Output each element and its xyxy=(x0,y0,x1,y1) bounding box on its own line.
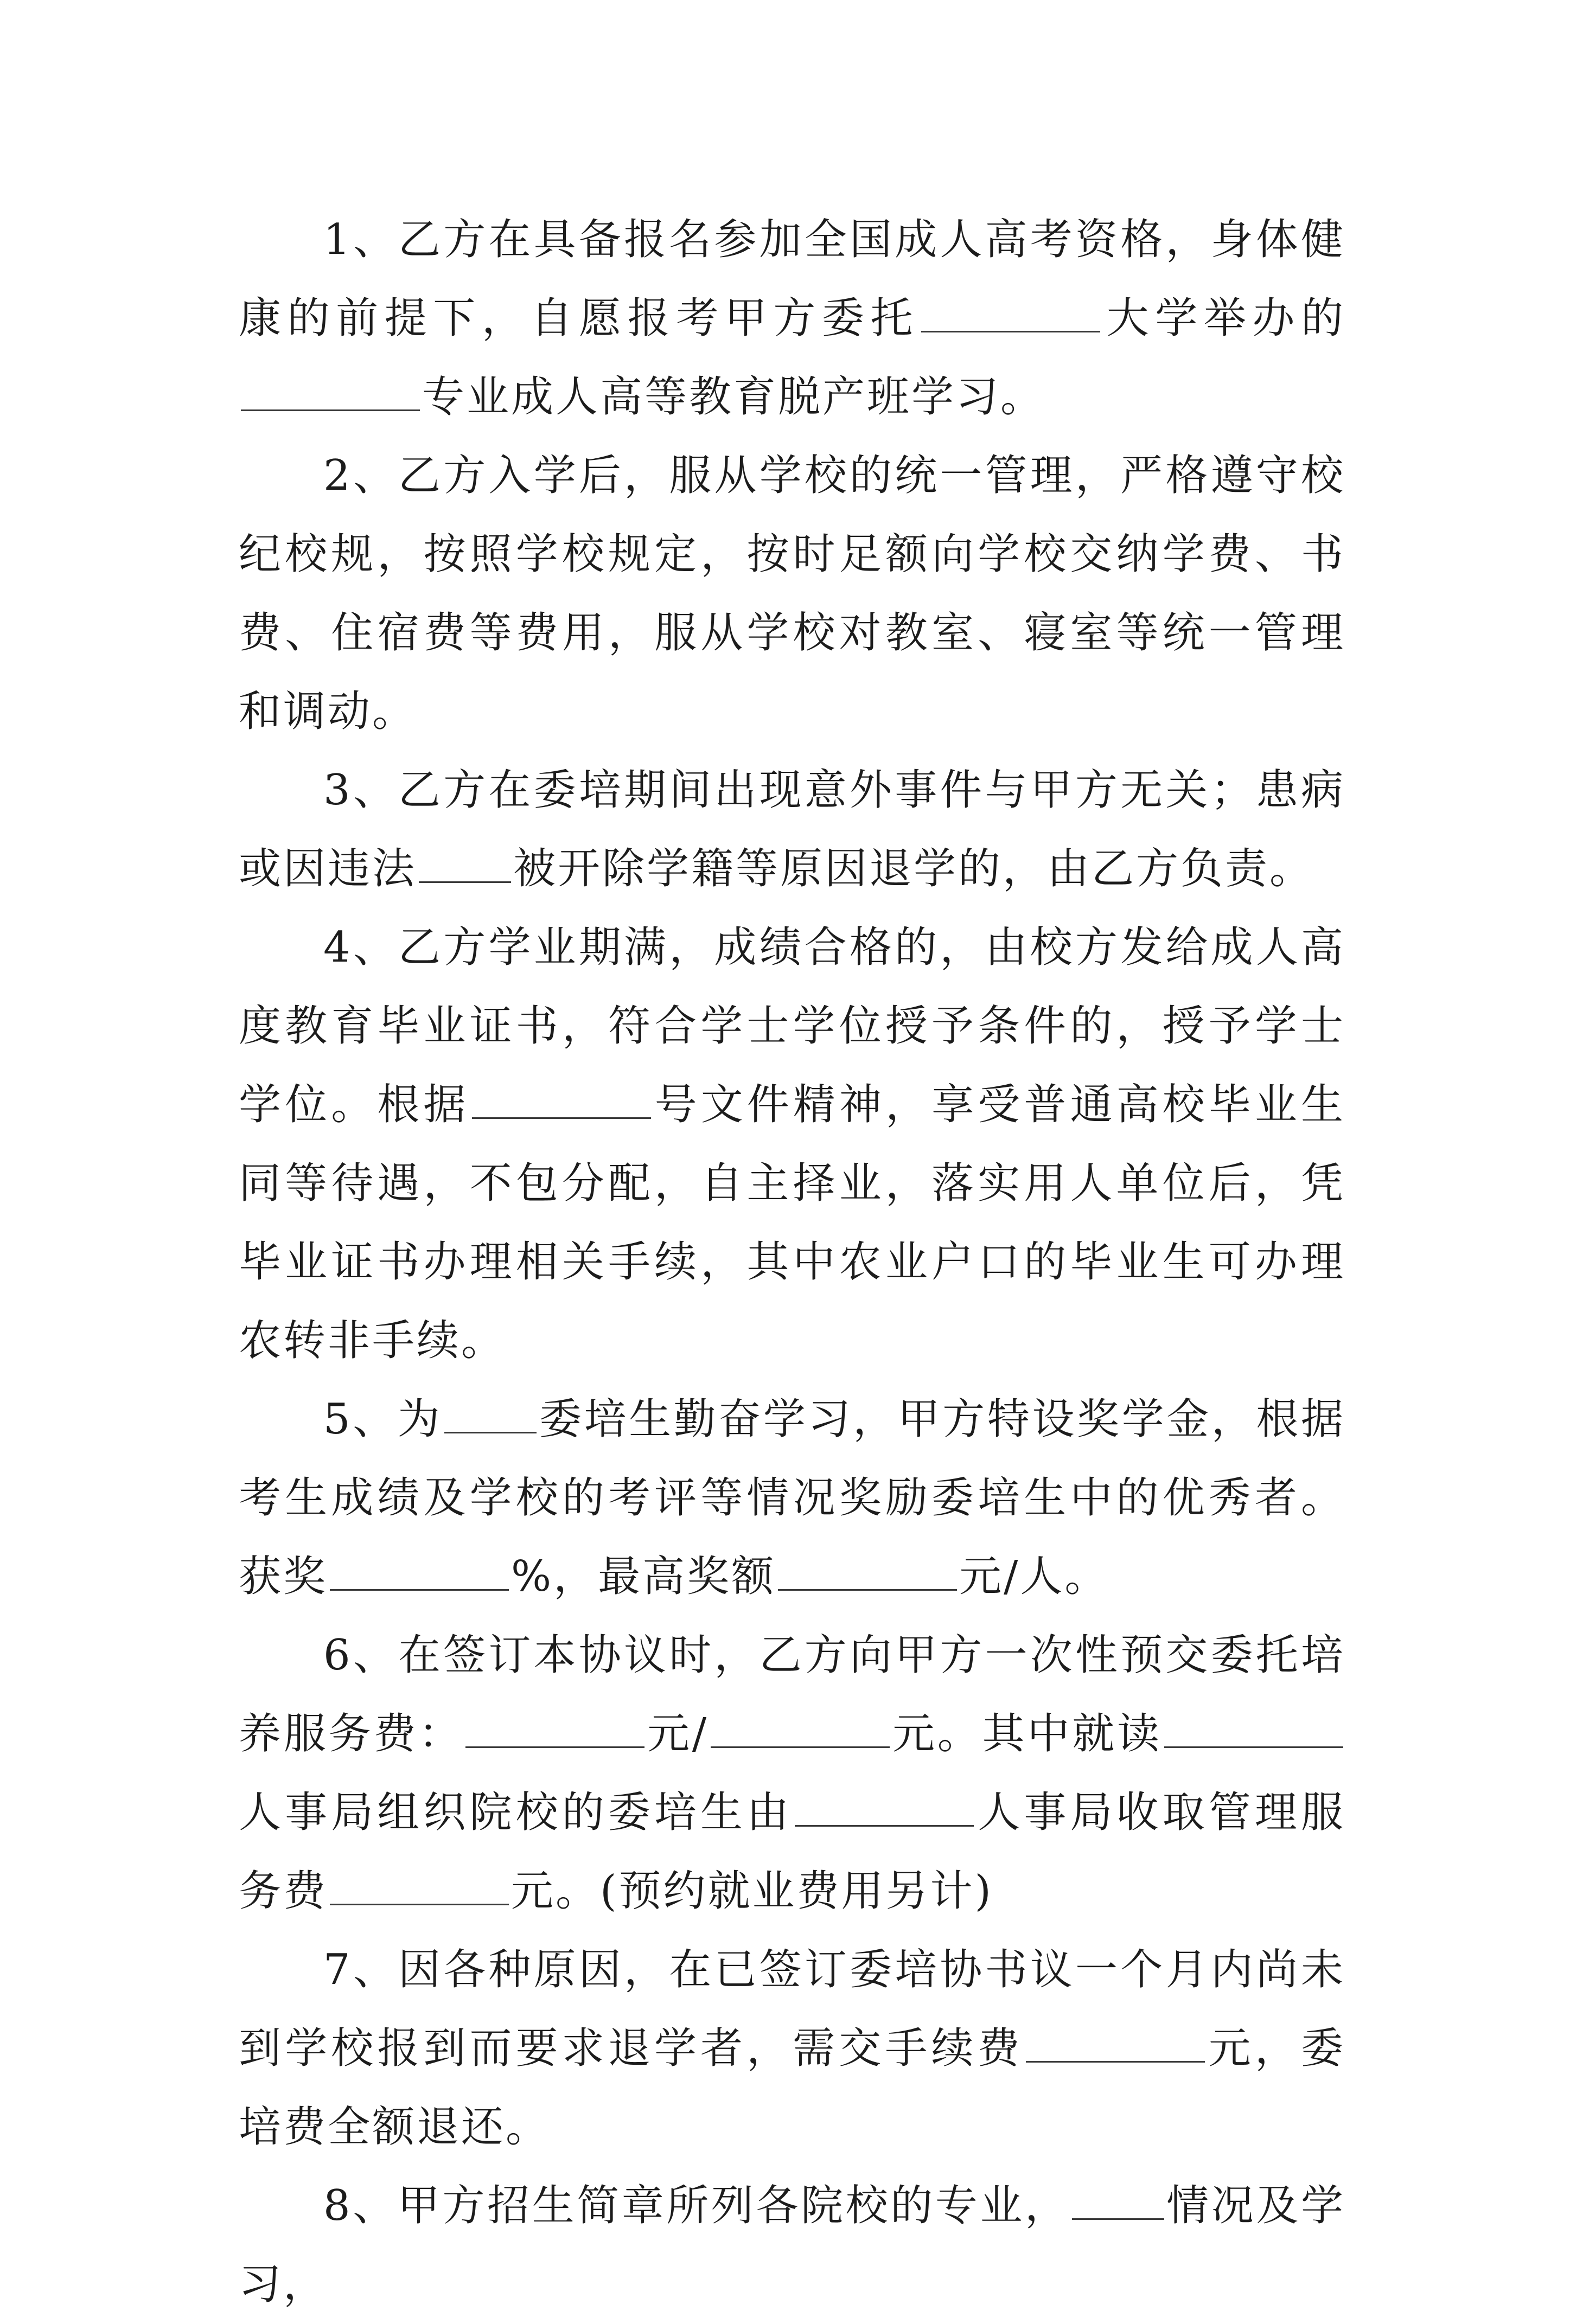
fill-in-blank[interactable] xyxy=(419,839,511,883)
clause-text: 元/ xyxy=(647,1710,709,1758)
clause-text: 4、乙方学业期满，成绩合格的，由校方发给成人高度教育毕业证书，符合学士学位授予条件的，授予学士学位。根据 xyxy=(239,923,1345,1129)
clause-text: 元/人。 xyxy=(959,1552,1109,1601)
clause-paragraph-5 xyxy=(239,1380,1345,1616)
clause-text: 委培生勤奋学习，甲方特设奖学金，根据考生成绩及学校的考评等情况奖励委培生中的优秀者。获奖 xyxy=(239,1395,1345,1601)
fill-in-blank[interactable] xyxy=(330,1547,509,1591)
clause-text: 大学举办的 xyxy=(1102,294,1345,343)
clause-paragraph-8 xyxy=(239,2167,1345,2324)
fill-in-blank[interactable] xyxy=(1072,2176,1164,2220)
fill-in-blank[interactable] xyxy=(921,289,1100,332)
fill-in-blank[interactable] xyxy=(795,1783,974,1827)
fill-in-blank[interactable] xyxy=(472,1075,651,1119)
clause-text: %，最高奖额 xyxy=(511,1552,776,1601)
clause-text: 情况及学习， xyxy=(239,2181,1345,2309)
fill-in-blank[interactable] xyxy=(330,1861,509,1905)
clause-text: 2、乙方入学后，服从学校的统一管理，严格遵守校纪校规，按照学校规定，按时足额向学校交纳学费、书费、住宿费等费用，服从学校对教室、寝室等统一管理和调动。 xyxy=(239,451,1345,736)
fill-in-blank[interactable] xyxy=(1026,2019,1205,2063)
clause-text: 1、乙方在具备报名参加全国成人高考资格，身体健康的前提下，自愿报考甲方委托 xyxy=(239,215,1345,343)
clause-text: 人事局收取管理服务费 xyxy=(239,1788,1345,1916)
clause-text: 被开除学籍等原因退学的，由乙方负责。 xyxy=(513,844,1314,893)
fill-in-blank[interactable] xyxy=(711,1704,890,1748)
clause-text: 5、为 xyxy=(323,1395,443,1444)
clause-paragraph-7 xyxy=(239,1931,1345,2167)
clause-text: 7、因各种原因，在已签订委培协书议一个月内尚未到学校报到而要求退学者，需交手续费 xyxy=(239,1945,1345,2073)
clause-paragraph-1 xyxy=(239,201,1345,437)
agreement-body xyxy=(239,201,1345,2324)
clause-paragraph-2 xyxy=(239,437,1345,751)
clause-text: 人事局组织院校的委培生由 xyxy=(239,1788,793,1837)
clause-text: 元。(预约就业费用另计) xyxy=(511,1867,993,1916)
clause-text: 号文件精神，享受普通高校毕业生同等待遇，不包分配，自主择业，落实用人单位后，凭毕业证书办理相关手续，其中农业户口的毕业生可办理农转非手续。 xyxy=(239,1080,1345,1365)
clause-text: 元。其中就读 xyxy=(892,1710,1162,1758)
clause-text: 6、在签订本协议时，乙方向甲方一次性预交委托培养服务费： xyxy=(239,1631,1345,1758)
fill-in-blank[interactable] xyxy=(444,1390,537,1433)
fill-in-blank[interactable] xyxy=(778,1547,957,1591)
fill-in-blank[interactable] xyxy=(465,1704,644,1748)
clause-paragraph-3 xyxy=(239,751,1345,908)
clause-text: 8、甲方招生简章所列各院校的专业， xyxy=(323,2181,1070,2230)
clause-paragraph-6 xyxy=(239,1616,1345,1931)
clause-text: 元，委培费全额退还。 xyxy=(239,2024,1345,2152)
clause-text: 专业成人高等教育脱产班学习。 xyxy=(422,373,1045,421)
clause-paragraph-4 xyxy=(239,908,1345,1380)
fill-in-blank[interactable] xyxy=(1164,1704,1343,1748)
fill-in-blank[interactable] xyxy=(241,367,420,411)
clause-text: 3、乙方在委培期间出现意外事件与甲方无关；患病或因违法 xyxy=(239,766,1345,893)
